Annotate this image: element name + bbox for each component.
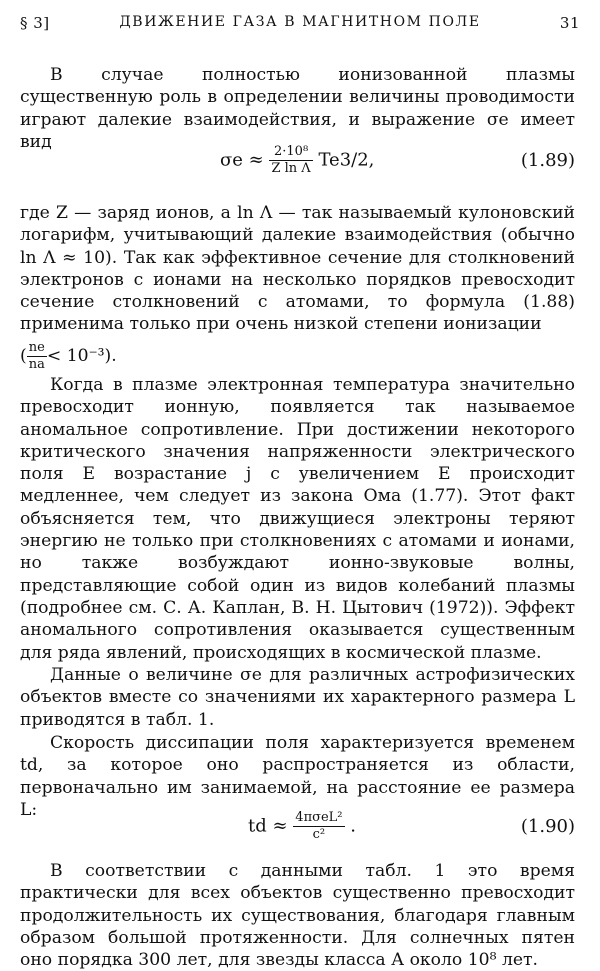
formula-1-89-denominator: Z ln Λ <box>271 161 311 176</box>
section-marker: § 3] <box>20 14 50 32</box>
formula-1-89-numerator: 2·10⁸ <box>269 144 312 161</box>
running-title: ДВИЖЕНИЕ ГАЗА В МАГНИТНОМ ПОЛЕ <box>119 14 481 30</box>
paragraph-3 <box>20 374 575 664</box>
paragraph-4-text: Данные о величине σe для различных астрофизических объектов вместе со значениями их характерного размера L приводятся в табл. 1. <box>20 665 575 730</box>
ionization-relation: < 10⁻³ <box>46 345 105 366</box>
ionization-denominator: na <box>28 356 45 372</box>
formula-1-89-fraction <box>269 144 312 177</box>
running-header <box>20 14 580 38</box>
formula-1-89-tail: Te3/2, <box>318 149 375 171</box>
formula-1-90 <box>20 806 575 850</box>
formula-1-89-lhs: σe ≈ <box>220 149 264 171</box>
formula-1-89-number: (1.89) <box>520 150 575 171</box>
ionization-fraction-open: ( <box>20 345 27 366</box>
formula-1-90-fraction <box>293 810 344 843</box>
paragraph-4 <box>20 664 575 731</box>
ionization-numerator: ne <box>27 340 47 357</box>
ionization-fraction-close: ) <box>104 345 112 366</box>
ionization-fraction <box>27 340 47 373</box>
paragraph-5-text: Скорость диссипации поля характеризуется временем td, за которое оно распространяется из области, первоначально им занимаемой, на расстояние ее размера L: <box>20 733 575 820</box>
paragraph-2 <box>20 202 575 373</box>
paragraph-2-text: где Z — заряд ионов, a ln Λ — так называемый кулоновский логарифм, учитывающий далекие взаимодействия (обычно ln Λ ≈ 10). Так как эффективное сечение для столкновений электронов с ионами на несколько порядков превосходит сечение столкновений с атомами, то формула (1.88) применима только при очень низкой степени ионизации <box>20 203 575 335</box>
formula-1-90-body <box>248 810 356 843</box>
formula-1-90-end: . <box>350 815 356 837</box>
paragraph-1-text: В случае полностью ионизованной плазмы существенную роль в определении величины проводимости играют далекие взаимодействия, и выражение σe имеет вид <box>20 65 575 152</box>
formula-1-90-lhs: td ≈ <box>248 815 288 837</box>
paragraph-6-text: В соответствии с данными табл. 1 это время практически для всех объектов существенно превосходит продолжительность их существования, благодаря главным образом большой протяженности. Для солнечных пятен оно порядка 300 лет, для звезды класса А около 10⁸ лет. <box>20 861 575 971</box>
paragraph-2-ending <box>20 340 575 373</box>
formula-1-90-denominator: c² <box>312 827 326 842</box>
formula-1-90-numerator: 4πσeL² <box>295 810 343 825</box>
formula-1-89-body <box>220 144 374 177</box>
formula-1-89 <box>20 140 575 184</box>
paragraph-3-text: Когда в плазме электронная температура значительно превосходит ионную, появляется так называемое аномальное сопротивление. При достижении некоторого критического значения напряженности электрического поля E возрастание j с увеличением E происходит медленнее, чем следует из закона Ома (1.77). Этот факт объясняется тем, что движущиеся электроны теряют энергию не только при столкновениях с атомами и ионами, но также возбуждают ионно-звуковые волны, представляющие собой один из видов колебаний плазмы (подробнее см. С. А. Каплан, В. Н. Цытович (1972)). Эффект аномального сопротивления оказывается существенным для ряда явлений, происходящих в космической плазме. <box>20 375 575 663</box>
page-number: 31 <box>559 14 580 32</box>
ionization-end: . <box>111 345 117 366</box>
paragraph-6 <box>20 860 575 971</box>
formula-1-90-number: (1.90) <box>520 816 575 837</box>
